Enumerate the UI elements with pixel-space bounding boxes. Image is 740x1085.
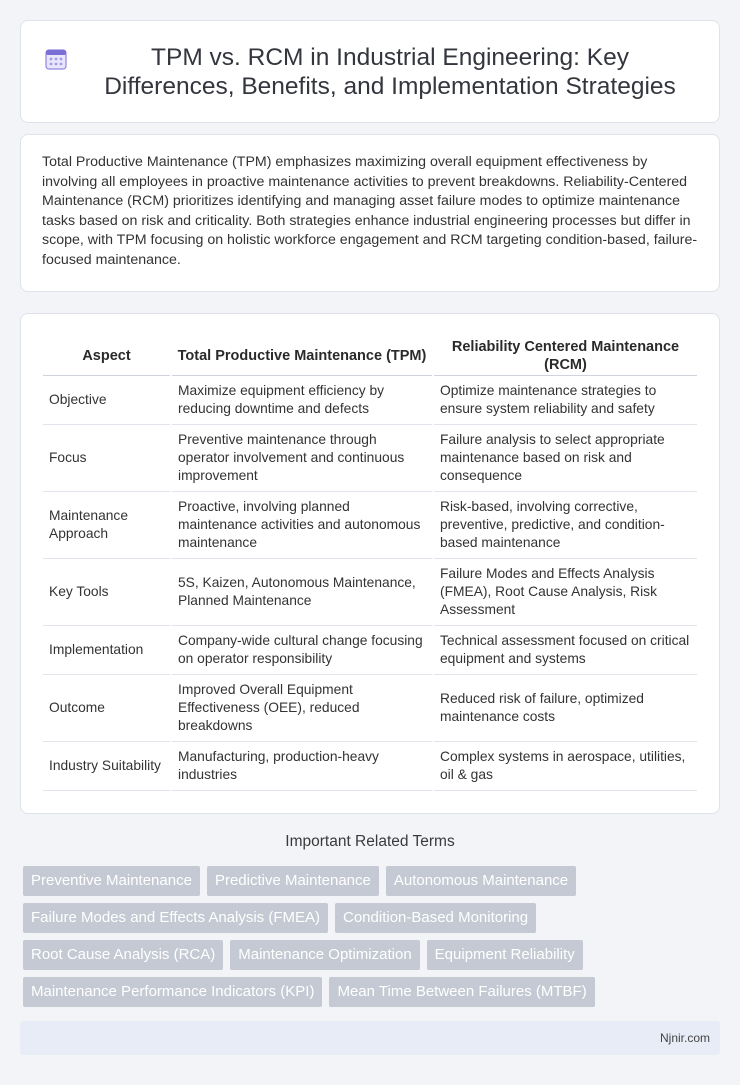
- header-aspect: Aspect: [43, 334, 170, 376]
- cell-tpm: Manufacturing, production-heavy industries: [172, 742, 432, 791]
- page-title: TPM vs. RCM in Industrial Engineering: Key Differences, Benefits, and Implementation Strategies: [104, 43, 676, 100]
- cell-rcm: Failure Modes and Effects Analysis (FMEA), Root Cause Analysis, Risk Assessment: [434, 559, 697, 626]
- cell-aspect: Outcome: [43, 675, 170, 742]
- table-row: [43, 675, 697, 742]
- cell-rcm: Technical assessment focused on critical equipment and systems: [434, 626, 697, 675]
- intro-paragraph: Total Productive Maintenance (TPM) emphasizes maximizing overall equipment effectiveness by involving all employees in proactive maintenance activities to prevent breakdowns. Reliability-Centered Maintenance (RCM) prioritizes identifying and managing asset failure modes to optimize maintenance tasks based on risk and criticality. Both strategies enhance industrial engineering processes but differ in scope, with TPM focusing on holistic workforce engagement and RCM targeting condition-based, failure-focused maintenance.: [42, 154, 698, 268]
- cell-tpm: Proactive, involving planned maintenance activities and autonomous maintenance: [172, 492, 432, 559]
- tag-condition-based-monitoring[interactable]: Condition-Based Monitoring: [335, 903, 536, 933]
- tag-mtbf[interactable]: Mean Time Between Failures (MTBF): [329, 977, 594, 1007]
- table-header-row: [43, 334, 697, 376]
- table-row: [43, 742, 697, 791]
- tag-preventive-maintenance[interactable]: Preventive Maintenance: [23, 866, 200, 896]
- cell-tpm: Maximize equipment efficiency by reducing downtime and defects: [172, 376, 432, 425]
- tag-maintenance-kpi[interactable]: Maintenance Performance Indicators (KPI): [23, 977, 322, 1007]
- cell-rcm: Risk-based, involving corrective, preventive, predictive, and condition-based maintenance: [434, 492, 697, 559]
- tag-root-cause-analysis[interactable]: Root Cause Analysis (RCA): [23, 940, 223, 970]
- cell-tpm: Preventive maintenance through operator involvement and continuous improvement: [172, 425, 432, 492]
- table-row: [43, 492, 697, 559]
- cell-aspect: Implementation: [43, 626, 170, 675]
- cell-rcm: Reduced risk of failure, optimized maintenance costs: [434, 675, 697, 742]
- tag-row: [23, 940, 723, 970]
- comparison-table: [41, 334, 699, 791]
- footer: [20, 1021, 720, 1055]
- header-rcm: Reliability Centered Maintenance (RCM): [434, 334, 697, 376]
- related-terms-list: [23, 866, 723, 1014]
- calendar-icon: [45, 48, 67, 70]
- header-tpm: Total Productive Maintenance (TPM): [172, 334, 432, 376]
- related-terms-title: Important Related Terms: [285, 833, 455, 850]
- tag-equipment-reliability[interactable]: Equipment Reliability: [427, 940, 583, 970]
- title-card: [20, 20, 720, 123]
- cell-aspect: Focus: [43, 425, 170, 492]
- table-row: [43, 626, 697, 675]
- tag-maintenance-optimization[interactable]: Maintenance Optimization: [230, 940, 419, 970]
- cell-tpm: Improved Overall Equipment Effectiveness (OEE), reduced breakdowns: [172, 675, 432, 742]
- table-row: [43, 376, 697, 425]
- cell-aspect: Key Tools: [43, 559, 170, 626]
- cell-rcm: Complex systems in aerospace, utilities, oil & gas: [434, 742, 697, 791]
- title-wrap: [45, 43, 695, 101]
- cell-rcm: Optimize maintenance strategies to ensure system reliability and safety: [434, 376, 697, 425]
- tag-row: [23, 977, 723, 1007]
- tag-fmea[interactable]: Failure Modes and Effects Analysis (FMEA): [23, 903, 328, 933]
- cell-tpm: 5S, Kaizen, Autonomous Maintenance, Planned Maintenance: [172, 559, 432, 626]
- table-row: [43, 425, 697, 492]
- footer-source: Njnir.com: [659, 1031, 710, 1045]
- cell-tpm: Company-wide cultural change focusing on operator responsibility: [172, 626, 432, 675]
- tag-autonomous-maintenance[interactable]: Autonomous Maintenance: [386, 866, 576, 896]
- comparison-table-card: [20, 313, 720, 814]
- tag-row: [23, 866, 723, 896]
- intro-card: [20, 134, 720, 292]
- cell-aspect: Objective: [43, 376, 170, 425]
- tag-predictive-maintenance[interactable]: Predictive Maintenance: [207, 866, 379, 896]
- cell-aspect: Industry Suitability: [43, 742, 170, 791]
- cell-rcm: Failure analysis to select appropriate maintenance based on risk and consequence: [434, 425, 697, 492]
- cell-aspect: Maintenance Approach: [43, 492, 170, 559]
- tag-row: [23, 903, 723, 933]
- table-row: [43, 559, 697, 626]
